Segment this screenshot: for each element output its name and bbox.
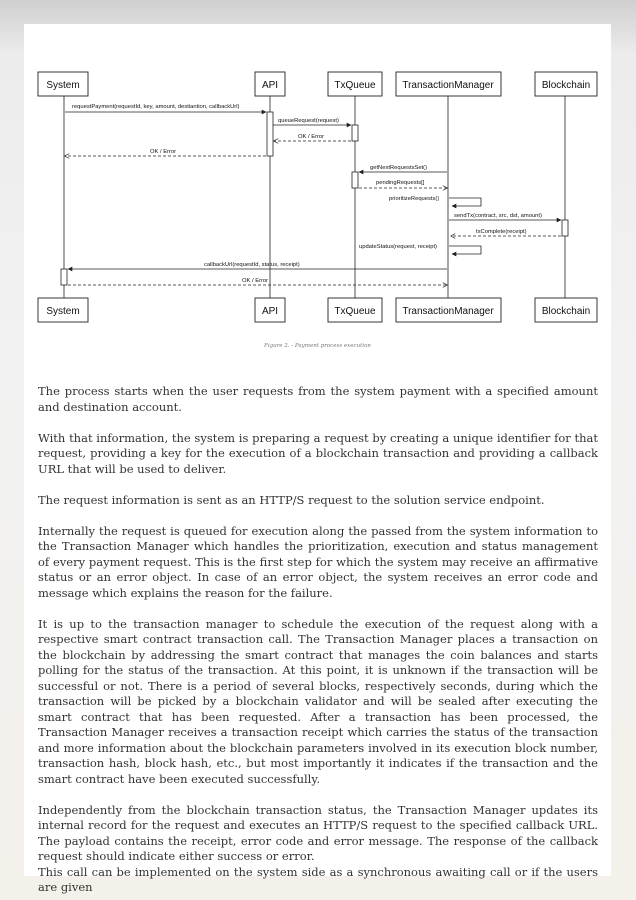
activation-txqueue-2 xyxy=(352,172,358,188)
msg-label-update-status: updateStatus(request, receipt) xyxy=(359,244,437,250)
participant-api-label: API xyxy=(261,80,279,91)
figure-caption: Figure 2. - Payment process execution xyxy=(264,343,371,349)
paragraph: Internally the request is queued for execution along the passed from the system information to the Transaction Manager which handles the prioritization, execution and status management of every payment request. This is the first step for which the system may receive an affirmative status or an error object. In case of an error object, the system receives an error code and message which explains the reason for the failure. xyxy=(38,523,598,600)
msg-label-request-payment: requestPayment(requestId, key, amount, destiantion, callbackUrl) xyxy=(72,104,240,110)
msg-update-status-arrow xyxy=(449,246,481,254)
participants-top xyxy=(38,72,597,96)
sequence-diagram-svg xyxy=(24,24,611,354)
sequence-diagram xyxy=(24,24,611,364)
paragraph: Independently from the blockchain transaction status, the Transaction Manager updates its internal record for the request and executes an HTTP/S request to the specified callback URL. The payload contains the receipt, error code and error message. The response of the callback request should indicate either success or error. xyxy=(38,802,598,863)
participant-transactionmanager-label: TransactionManager xyxy=(402,80,494,91)
paragraph: The process starts when the user requests from the system payment with a specified amount and destination account. xyxy=(38,384,598,414)
msg-label-ok-error-2: OK / Error xyxy=(150,149,177,155)
participant-txqueue-label: TxQueue xyxy=(334,80,376,91)
msg-label-ok-error-3: OK / Error xyxy=(242,278,269,284)
participant-blockchain-label-bottom: Blockchain xyxy=(541,306,591,317)
participant-txqueue-label-bottom: TxQueue xyxy=(334,306,376,317)
paragraph: It is up to the transaction manager to schedule the execution of the request along with a respective smart contract transaction call. The Transaction Manager places a transaction on the blockchain by addressing the smart contract that manages the coin balances and starts polling for the status of the transaction. At this point, it is unknown if the transaction will be successful or not. There is a period of several blocks, respectively seconds, during which the transaction will be picked by a blockchain validator and will be sealed after executing the smart contract that has been requested. After a transaction has been processed, the Transaction Manager receives a transaction receipt which carries the status of the transaction and more information about the blockchain parameters involved in its execution block number, transaction hash, block hash, etc., but most importantly it indicates if the transaction and the smart contract have been executed successfully. xyxy=(38,616,598,786)
activation-system xyxy=(61,269,67,285)
activation-txqueue-1 xyxy=(352,125,358,141)
msg-label-callback-url: callbackUrl(requestId, status, receipt) xyxy=(204,262,300,268)
msg-label-send-tx: sendTx(contract, src, dst, amount) xyxy=(454,213,542,219)
body-text xyxy=(38,384,598,896)
msg-label-queue-request: queueRequest(request) xyxy=(278,118,339,124)
participant-api-label-bottom: API xyxy=(261,306,279,317)
msg-label-tx-complete: txComplete(receipt) xyxy=(476,229,527,235)
participant-blockchain-label: Blockchain xyxy=(541,80,591,91)
participant-system-label: System xyxy=(46,80,80,91)
msg-label-prioritize-requests: prioritizeRequests() xyxy=(389,196,440,202)
activation-blockchain xyxy=(562,220,568,236)
message-labels xyxy=(72,104,542,284)
paragraph: The request information is sent as an HTTP/S request to the solution service endpoint. xyxy=(38,492,545,507)
msg-label-pending-requests: pendingRequests[] xyxy=(376,180,425,186)
activation-api xyxy=(267,112,273,156)
document-page xyxy=(24,24,611,894)
participant-system-label-bottom: System xyxy=(46,306,80,317)
lifelines xyxy=(64,96,565,298)
msg-label-get-next-requests: getNextRequestsSet() xyxy=(370,165,428,171)
msg-prioritize-requests-arrow xyxy=(449,198,481,206)
paragraph: With that information, the system is preparing a request by creating a unique identifier for that request, providing a key for the execution of a blockchain transaction and providing a callback URL that will be used to deliver. xyxy=(38,430,598,476)
participants-bottom xyxy=(38,298,597,322)
paragraph: This call can be implemented on the system side as a synchronous awaiting call or if the users are given xyxy=(38,864,598,894)
msg-label-ok-error-1: OK / Error xyxy=(298,134,325,140)
participant-transactionmanager-label-bottom: TransactionManager xyxy=(402,306,494,317)
